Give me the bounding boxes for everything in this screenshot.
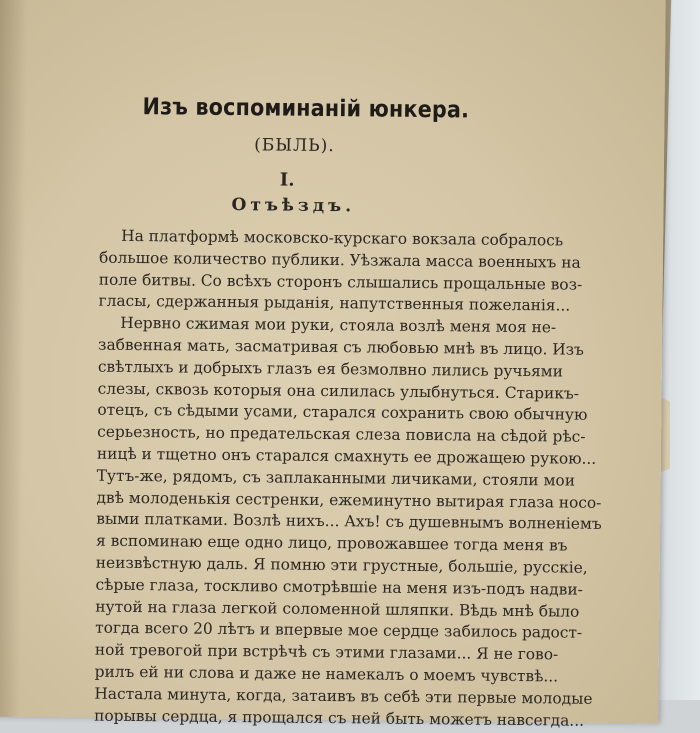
text-line: ной тревогой при встрѣчѣ съ этими глазами... Я не гово- bbox=[94, 640, 559, 664]
text-line: серьезность, но предательская слеза повисла на сѣдой рѣс- bbox=[97, 422, 586, 446]
text-line: забвенная мать, засматривая съ любовью мнѣ въ лицо. Изъ bbox=[98, 335, 584, 359]
chapter-number: I. bbox=[279, 169, 295, 191]
text-line: слезы, сквозь которыя она силилась улыбнуться. Старикъ- bbox=[97, 379, 580, 403]
text-line: Настала минута, когда, затаивъ въ себѣ эти первые молодые bbox=[94, 684, 593, 708]
text-line: ницѣ и тщетно онъ старался смахнуть ее дрожащею рукою... bbox=[96, 444, 597, 468]
story-subtitle: (БЫЛЬ). bbox=[254, 135, 335, 157]
text-line: нутой на глаза легкой соломенной шляпки. Вѣдь мнѣ было bbox=[95, 597, 580, 621]
text-line: свѣтлыхъ и добрыхъ глазъ ея безмолвно лились ручьями bbox=[97, 357, 564, 381]
text-line: Тутъ-же, рядомъ, съ заплаканными личиками, стояли мои bbox=[96, 466, 576, 490]
text-line: большое количество публики. Уѣзжала масса военныхъ на bbox=[98, 248, 581, 272]
story-title: Изъ воспоминаній юнкера. bbox=[142, 94, 470, 124]
text-line: На платформѣ московско-курскаго вокзала собралось bbox=[121, 226, 564, 250]
text-line: двѣ молоденькія сестренки, ежеминутно вытирая глаза носо- bbox=[96, 488, 602, 512]
text-line: гласы, сдержанныя рыданія, напутственныя пожеланія... bbox=[98, 292, 571, 315]
book-gutter-shadow bbox=[0, 0, 28, 717]
text-line: я вспоминаю еще одно лицо, провожавшее тогда меня въ bbox=[95, 531, 568, 555]
text-line: отецъ, съ сѣдыми усами, старался сохранить свою обычную bbox=[97, 400, 588, 425]
text-line: неизвѣстную даль. Я помню эти грустные, большіе, русскіе, bbox=[95, 553, 588, 577]
story-body bbox=[94, 226, 602, 732]
text-line: Нервно сжимая мои руки, стояла возлѣ меня моя не- bbox=[120, 314, 557, 337]
text-line: рилъ ей ни слова и даже не намекалъ о моемъ чувствѣ... bbox=[94, 662, 559, 686]
text-line: сѣрые глаза, тоскливо смотрѣвшіе на меня изъ-подъ надви- bbox=[95, 575, 583, 599]
text-line: порывы сердца, я прощался съ ней быть можетъ навсегда... bbox=[94, 706, 585, 730]
chapter-title: Отъѣздъ. bbox=[231, 195, 356, 217]
text-line: тогда всего 20 лѣтъ и впервые мое сердце забилось радост- bbox=[95, 618, 583, 643]
text-line: поле битвы. Со всѣхъ сторонъ слышались прощальные воз- bbox=[98, 270, 583, 294]
text-line: выми платками. Возлѣ нихъ... Ахъ! съ душевнымъ волненіемъ bbox=[96, 509, 602, 534]
